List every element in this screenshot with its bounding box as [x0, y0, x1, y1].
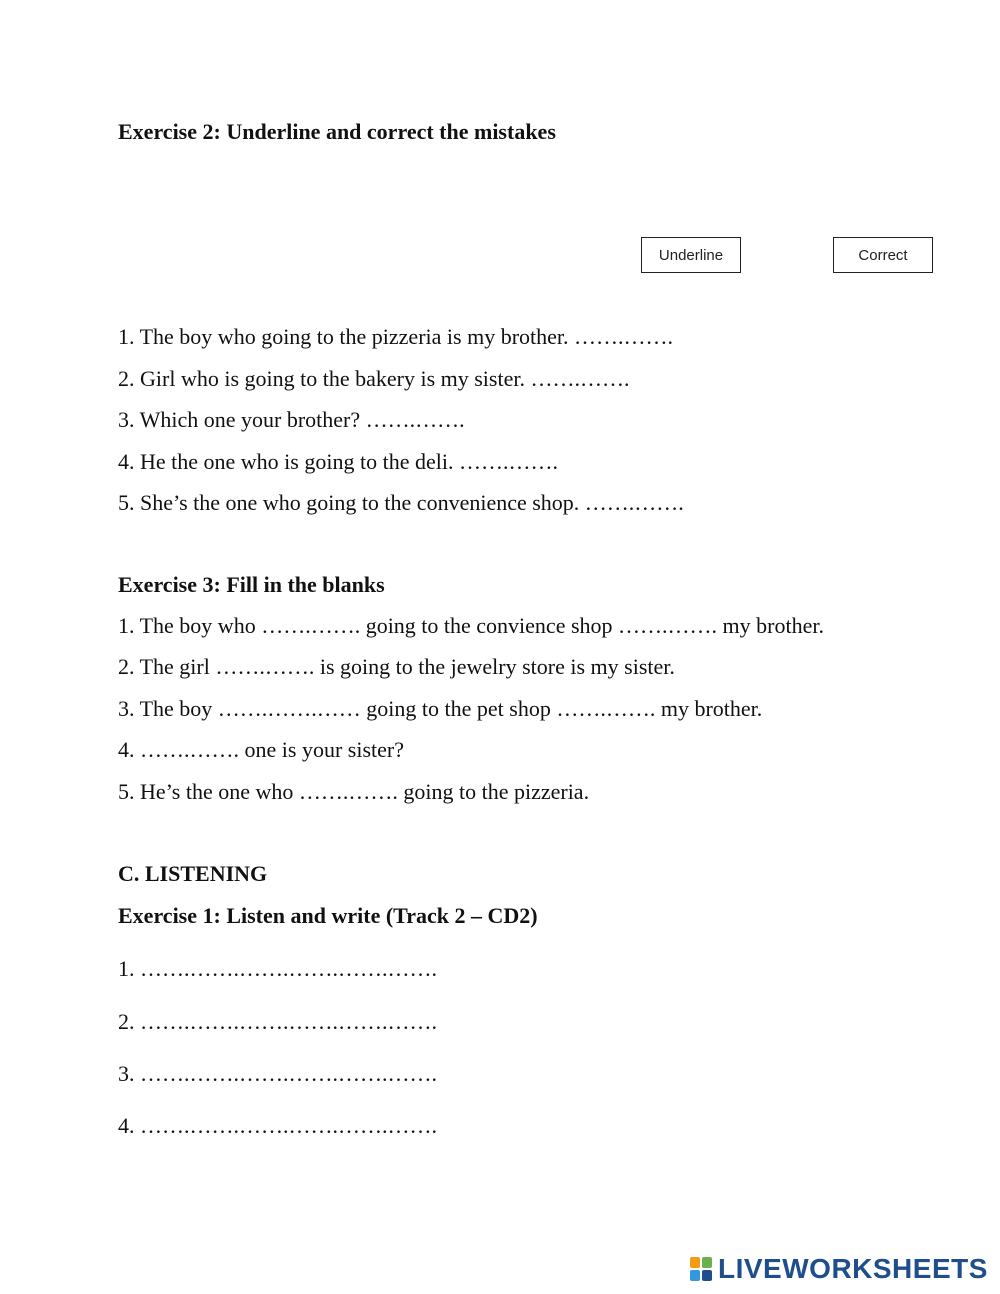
exercise-3-item-1: 1. The boy who …….……. going to the convience shop …….……. my brother.: [118, 613, 824, 638]
underline-button[interactable]: Underline: [641, 237, 741, 273]
liveworksheets-logo-text: LIVEWORKSHEETS: [718, 1253, 988, 1284]
exercise-2-item-4: 4. He the one who is going to the deli. …….…….: [118, 449, 558, 474]
exercise-3-item-2: 2. The girl …….……. is going to the jewelry store is my sister.: [118, 654, 675, 679]
exercise-3-title: Exercise 3: Fill in the blanks: [118, 572, 385, 597]
listening-item-3: 3. …….…….…….…….…….…….: [118, 1061, 437, 1086]
exercise-2-item-5: 5. She’s the one who going to the convenience shop. …….…….: [118, 490, 684, 515]
exercise-2-title: Exercise 2: Underline and correct the mistakes: [118, 119, 556, 144]
listening-exercise-title: Exercise 1: Listen and write (Track 2 – CD2): [118, 903, 538, 928]
exercise-2-item-1: 1. The boy who going to the pizzeria is my brother. …….…….: [118, 324, 674, 349]
listening-section-title: C. LISTENING: [118, 861, 268, 886]
listening-item-1: 1. …….…….…….…….…….…….: [118, 956, 437, 981]
exercise-2-item-2: 2. Girl who is going to the bakery is my sister. …….…….: [118, 366, 630, 391]
liveworksheets-logo[interactable]: [690, 1251, 988, 1287]
exercise-3-item-4: 4. …….……. one is your sister?: [118, 737, 404, 762]
exercise-3-item-3: 3. The boy …….…….…… going to the pet shop …….……. my brother.: [118, 696, 763, 721]
liveworksheets-logo-icon: [690, 1257, 712, 1281]
listening-item-2: 2. …….…….…….…….…….…….: [118, 1009, 437, 1034]
exercise-2-item-3: 3. Which one your brother? …….…….: [118, 407, 465, 432]
correct-button[interactable]: Correct: [833, 237, 933, 273]
listening-item-4: 4. …….…….…….…….…….…….: [118, 1113, 437, 1138]
exercise-3-item-5: 5. He’s the one who …….……. going to the pizzeria.: [118, 779, 590, 804]
